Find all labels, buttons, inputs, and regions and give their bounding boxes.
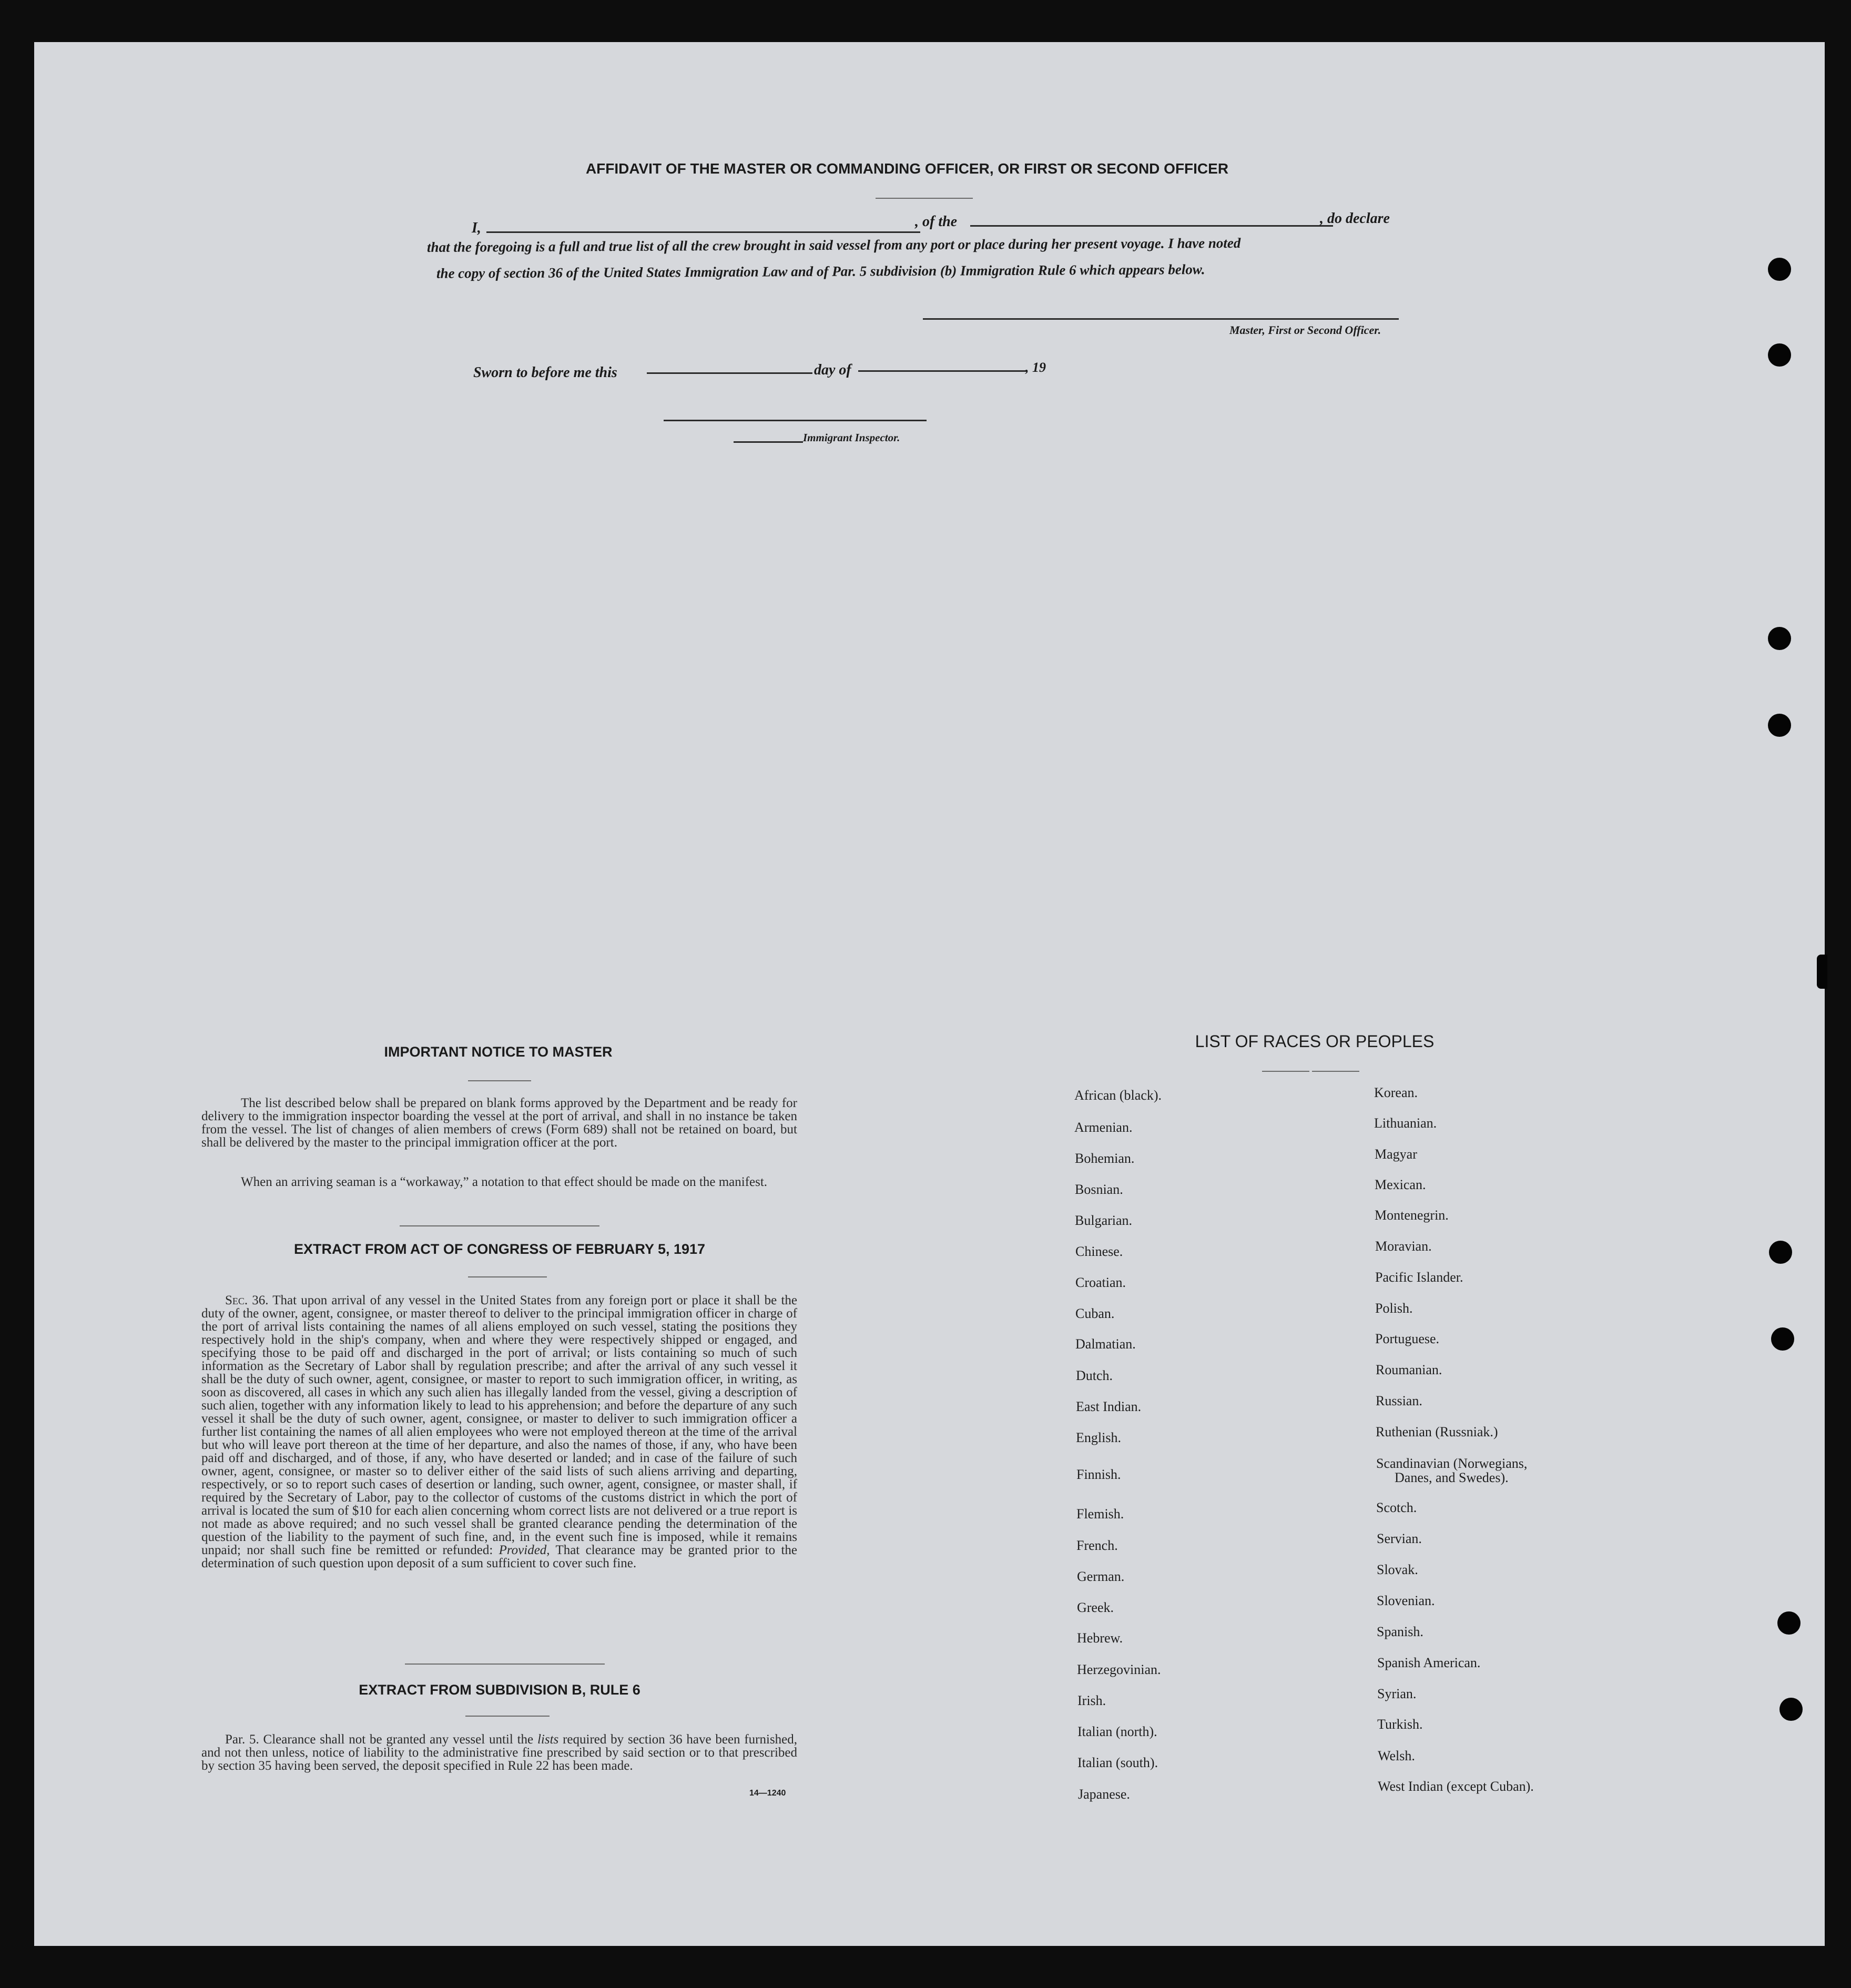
section-36-text xyxy=(201,1294,797,1570)
punch-hole xyxy=(1769,1241,1792,1264)
notice-title: IMPORTANT NOTICE TO MASTER xyxy=(384,1044,613,1060)
sworn-day-blank xyxy=(647,372,812,374)
rule-text-start: Par. 5. Clearance shall not be granted any vessel until the xyxy=(225,1732,534,1747)
race-entry: Italian (south). xyxy=(1077,1755,1158,1770)
edge-notch xyxy=(1817,955,1827,989)
race-entry: Dutch. xyxy=(1076,1368,1113,1383)
race-entry: Armenian. xyxy=(1074,1120,1133,1135)
race-entry: French. xyxy=(1076,1538,1118,1553)
race-entry: Portuguese. xyxy=(1375,1331,1440,1346)
races-title: LIST OF RACES OR PEOPLES xyxy=(1195,1032,1435,1051)
race-entry: Pacific Islander. xyxy=(1375,1270,1463,1285)
race-entry: Mexican. xyxy=(1375,1177,1426,1192)
race-entry: Italian (north). xyxy=(1077,1724,1157,1739)
race-entry: Dalmatian. xyxy=(1075,1336,1136,1352)
punch-hole xyxy=(1779,1698,1803,1721)
race-entry: English. xyxy=(1076,1430,1121,1445)
provided-word: Provided, xyxy=(499,1543,550,1557)
race-entry: Spanish. xyxy=(1377,1624,1423,1639)
race-entry: Herzegovinian. xyxy=(1077,1662,1161,1677)
race-entry: Chinese. xyxy=(1075,1244,1123,1259)
race-entry: Spanish American. xyxy=(1377,1655,1481,1670)
race-entry: Greek. xyxy=(1077,1600,1114,1615)
sworn-prefix: Sworn to before me this xyxy=(473,364,617,381)
punch-hole xyxy=(1771,1327,1794,1351)
punch-hole xyxy=(1768,714,1791,737)
divider xyxy=(1312,1071,1359,1072)
rule-6-text xyxy=(201,1733,797,1772)
rule-text-end: required by section 36 have been furnished, and not then unless, notice of liability to the administrative fine prescribed by said section or to that prescribed by section 35 having been served, the deposit specified in Rule 22 has been made. xyxy=(201,1732,798,1773)
punch-hole xyxy=(1777,1611,1801,1635)
sworn-month-blank xyxy=(858,370,1028,372)
section-body: That upon arrival of any vessel in the United States from any foreign port or place it shall be the duty of the owner, agent, consignee, or master thereof to deliver to the principal immigration officer in charge of the port of arrival lists containing the names of all aliens employed on such vessel, stating the positions they respectively hold in the ship's company, when and where they were respectively shipped or engaged, and specifying those to be paid off and discharged in the port of arrival; or lists containing so much of such information as the Secretary of Labor shall by regulation prescribe; and after the arrival of any such vessel it shall be the duty of such owner, agent, consignee, or master to report to such immigration officer, in writing, as soon as discovered, all cases in which any such alien has illegally landed from the vessel, giving a description of such alien, together with any information likely to lead to his apprehension; and before the departure of any such vessel it shall be the duty of such owner, agent, consignee, or master to deliver to such immigration officer a further list containing the names of all alien employees who were not employed thereon at the time of the arrival but who will leave port thereon at the time of her departure, and also the names of those, if any, who have been paid off and discharged, and of those, if any, who have deserted or landed; and in case of the failure of such owner, agent, consignee, or master so to deliver either of the said lists of such aliens arriving and departing, respectively, or so to report such cases of desertion or landing, such owner, agent, consignee, or master shall, if required by the Secretary of Labor, pay to the collector of customs of the customs district in which the port of arrival is located the sum of $10 for each alien concerning whom correct lists are not delivered or a true report is not made as above required; and no such vessel shall be granted clearance pending the determination of the question of the liability to the payment of such fine, and, in the event such fine is imposed, while it remains unpaid; nor shall such fine be remitted or refunded: xyxy=(201,1293,797,1557)
race-entry: African (black). xyxy=(1074,1088,1162,1103)
divider xyxy=(876,198,973,199)
race-entry: German. xyxy=(1077,1569,1125,1584)
race-entry: Montenegrin. xyxy=(1375,1208,1449,1223)
race-entry: East Indian. xyxy=(1076,1399,1142,1414)
race-entry: West Indian (except Cuban). xyxy=(1378,1779,1534,1794)
act-extract-title: EXTRACT FROM ACT OF CONGRESS OF FEBRUARY 5, 1917 xyxy=(293,1241,706,1257)
race-entry: Scandinavian (Norwegians, xyxy=(1376,1456,1528,1471)
race-entry: Lithuanian. xyxy=(1374,1115,1437,1131)
punch-hole xyxy=(1768,258,1791,281)
race-entry: Finnish. xyxy=(1076,1467,1121,1482)
race-entry: Welsh. xyxy=(1378,1748,1415,1763)
document-page xyxy=(34,42,1825,1946)
race-entry: Moravian. xyxy=(1375,1239,1432,1254)
notice-paragraph-1: The list described below shall be prepared on blank forms approved by the Department and be ready for delivery to the immigration inspector boarding the vessel at the port of arrival, and shall in no instance be taken from the vessel. The list of changes of alien members of crews (Form 689) shall not be retained on board, but shall be delivered by the master to the principal immigration officer at the port. xyxy=(201,1096,797,1150)
signature-label: Master, First or Second Officer. xyxy=(1229,323,1381,337)
divider xyxy=(468,1276,547,1277)
race-entry: Hebrew. xyxy=(1077,1630,1123,1646)
race-entry: Irish. xyxy=(1077,1693,1106,1708)
inspector-short-line xyxy=(734,441,803,443)
race-entry: Danes, and Swedes). xyxy=(1395,1470,1509,1485)
race-entry: Bulgarian. xyxy=(1075,1213,1133,1228)
race-entry: Roumanian. xyxy=(1376,1362,1442,1377)
section-label: Sec. 36. xyxy=(225,1293,269,1307)
inspector-signature-line xyxy=(664,420,927,421)
rule-extract-title: EXTRACT FROM SUBDIVISION B, RULE 6 xyxy=(359,1682,640,1698)
vessel-blank-line xyxy=(970,225,1333,227)
affidavit-do-declare: , do declare xyxy=(1320,210,1390,227)
race-entry: Bosnian. xyxy=(1075,1182,1123,1197)
race-entry: Servian. xyxy=(1377,1531,1422,1546)
race-entry: Ruthenian (Russniak.) xyxy=(1376,1424,1498,1439)
race-entry: Japanese. xyxy=(1078,1787,1130,1802)
race-entry: Russian. xyxy=(1376,1393,1422,1408)
affidavit-line-3: the copy of section 36 of the United States Immigration Law and of Par. 5 subdivision (b) Immigration Rule 6 which appears below. xyxy=(436,261,1205,281)
divider xyxy=(1262,1071,1309,1072)
race-entry: Syrian. xyxy=(1377,1686,1417,1701)
race-entry: Croatian. xyxy=(1075,1275,1126,1290)
section-body-end: That clearance may be granted prior to the determination of such question upon deposit of a sum sufficient to cover such fine. xyxy=(201,1543,797,1570)
race-entry: Slovenian. xyxy=(1377,1593,1435,1608)
divider xyxy=(405,1664,605,1665)
signature-line xyxy=(923,318,1399,320)
notice-paragraph-2: When an arriving seaman is a “workaway,” a notation to that effect should be made on the manifest. xyxy=(241,1175,768,1189)
punch-hole xyxy=(1768,343,1791,367)
divider xyxy=(468,1080,531,1081)
race-entry: Bohemian. xyxy=(1075,1151,1135,1166)
race-entry: Flemish. xyxy=(1076,1506,1124,1522)
name-blank-line xyxy=(486,231,920,233)
race-entry: Slovak. xyxy=(1377,1562,1418,1577)
race-entry: Korean. xyxy=(1374,1085,1418,1100)
race-entry: Polish. xyxy=(1375,1301,1413,1316)
sworn-year: , 19 xyxy=(1025,360,1046,375)
divider xyxy=(465,1716,550,1717)
race-entry: Scotch. xyxy=(1376,1500,1417,1515)
race-entry: Cuban. xyxy=(1075,1306,1115,1321)
race-entry: Magyar xyxy=(1375,1147,1417,1162)
lists-word: lists xyxy=(537,1732,559,1747)
sworn-day-of: day of xyxy=(814,362,851,378)
affidavit-line-2: that the foregoing is a full and true list of all the crew brought in said vessel from any port or place during her present voyage. I have noted xyxy=(426,235,1241,255)
divider xyxy=(400,1225,599,1226)
affidavit-of-the: , of the xyxy=(915,214,958,230)
affidavit-title: AFFIDAVIT OF THE MASTER OR COMMANDING OFFICER, OR FIRST OR SECOND OFFICER xyxy=(585,160,1229,177)
inspector-label: Immigrant Inspector. xyxy=(803,431,900,444)
affidavit-i: I, xyxy=(472,220,481,236)
punch-hole xyxy=(1768,627,1791,650)
form-number: 14—1240 xyxy=(749,1789,786,1798)
race-entry: Turkish. xyxy=(1377,1717,1423,1732)
